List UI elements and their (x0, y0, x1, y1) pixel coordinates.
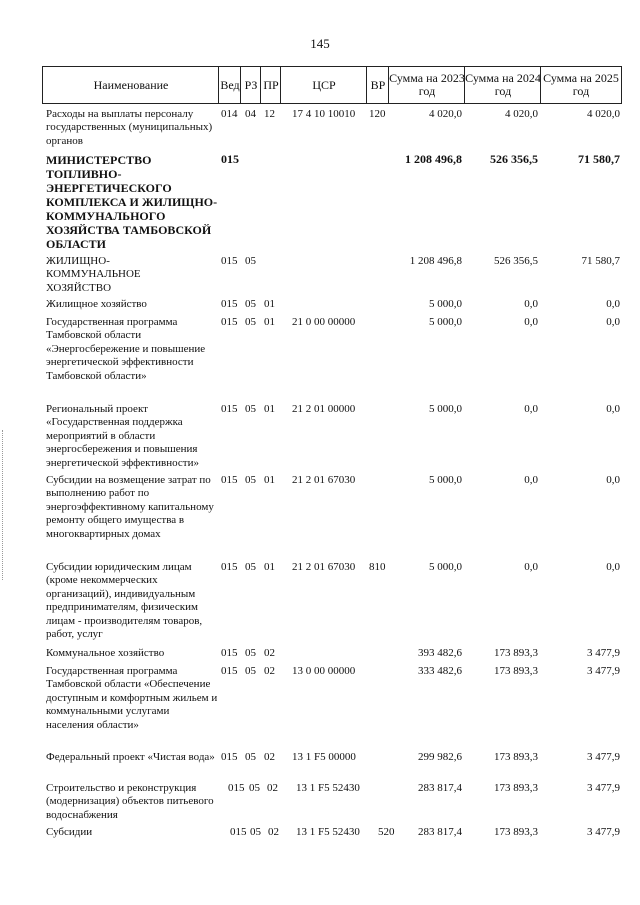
row-ved: 015 (228, 782, 245, 794)
row-sum-2023: 1 208 496,8 (405, 152, 462, 166)
row-sum-2025: 71 580,7 (578, 152, 620, 166)
row-ved: 015 (221, 403, 238, 415)
header-name: Наименование (42, 66, 219, 104)
row-pr: 02 (264, 751, 275, 763)
row-sum-2025: 4 020,0 (587, 108, 620, 120)
row-name: МИНИСТЕРСТВО ТОПЛИВНО-ЭНЕРГЕТИЧЕСКОГО КОМПЛЕКСА И ЖИЛИЩНО-КОММУНАЛЬНОГО ХОЗЯЙСТВА ТАМБОВСКОЙ ОБЛАСТИ (46, 153, 218, 251)
row-name: Федеральный проект «Чистая вода» (46, 751, 215, 763)
row-pr: 01 (264, 316, 275, 328)
row-rz: 05 (245, 647, 256, 659)
row-name: Региональный проект «Государственная поддержка мероприятий в области энергосбережения и повышения энергетической эффективности» (46, 403, 199, 469)
row-pr: 01 (264, 474, 275, 486)
row-sum-2025: 3 477,9 (587, 782, 620, 794)
row-sum-2024: 173 893,3 (494, 665, 538, 677)
row-sum-2025: 3 477,9 (587, 647, 620, 659)
row-sum-2023: 5 000,0 (429, 298, 462, 310)
row-name: Расходы на выплаты персоналу государственных (муниципальных) органов (46, 108, 213, 147)
row-sum-2024: 526 356,5 (494, 255, 538, 267)
row-csr: 21 2 01 67030 (292, 561, 356, 573)
row-sum-2023: 283 817,4 (418, 826, 462, 838)
row-rz: 05 (245, 665, 256, 677)
row-vr: 810 (369, 561, 386, 573)
row-sum-2023: 5 000,0 (429, 474, 462, 486)
row-rz: 05 (245, 474, 256, 486)
row-name: ЖИЛИЩНО-КОММУНАЛЬНОЕ ХОЗЯЙСТВО (46, 255, 141, 294)
row-sum-2023: 5 000,0 (429, 316, 462, 328)
row-rz: 05 (245, 561, 256, 573)
row-sum-2025: 0,0 (606, 403, 620, 415)
row-ved: 015 (221, 561, 238, 573)
header-sum-2025: Сумма на 2025 год (540, 66, 622, 104)
row-csr: 13 0 00 00000 (292, 665, 356, 677)
row-rz: 05 (245, 751, 256, 763)
row-sum-2023: 283 817,4 (418, 782, 462, 794)
row-rz: 05 (249, 782, 260, 794)
header-csr: ЦСР (280, 66, 367, 104)
row-sum-2025: 0,0 (606, 561, 620, 573)
page-number: 145 (310, 36, 330, 51)
row-ved: 015 (221, 316, 238, 328)
row-sum-2025: 3 477,9 (587, 751, 620, 763)
row-sum-2025: 71 580,7 (581, 255, 620, 267)
row-name: Государственная программа Тамбовской области «Энергосбережение и повышение энергетической эффективности Тамбовской области» (46, 316, 206, 382)
row-sum-2024: 173 893,3 (494, 647, 538, 659)
header-pr: ПР (260, 66, 281, 104)
row-csr: 13 1 F5 00000 (292, 751, 356, 763)
row-sum-2024: 0,0 (524, 561, 538, 573)
row-ved: 015 (221, 647, 238, 659)
row-sum-2023: 1 208 496,8 (409, 255, 462, 267)
row-sum-2024: 4 020,0 (505, 108, 538, 120)
row-pr: 02 (264, 647, 275, 659)
row-sum-2025: 0,0 (606, 298, 620, 310)
row-ved: 015 (221, 298, 238, 310)
header-ved: Вед (218, 66, 241, 104)
row-ved: 014 (221, 108, 238, 120)
row-pr: 01 (264, 298, 275, 310)
row-name: Субсидии на возмещение затрат по выполнению работ по энергоэффективному капитальному ремонту общего имущества в многоквартирных домах (46, 474, 214, 540)
row-csr: 21 2 01 67030 (292, 474, 356, 486)
row-sum-2023: 393 482,6 (418, 647, 462, 659)
row-name: Строительство и реконструкция (модернизация) объектов питьевого водоснабжения (46, 782, 214, 821)
row-rz: 05 (245, 403, 256, 415)
row-sum-2024: 0,0 (524, 474, 538, 486)
row-sum-2024: 0,0 (524, 316, 538, 328)
row-csr: 13 1 F5 52430 (296, 782, 360, 794)
scan-edge-mark (2, 430, 7, 580)
row-csr: 21 0 00 00000 (292, 316, 356, 328)
row-sum-2023: 5 000,0 (429, 403, 462, 415)
row-name: Жилищное хозяйство (46, 298, 147, 310)
row-vr: 520 (378, 826, 395, 838)
row-csr: 13 1 F5 52430 (296, 826, 360, 838)
row-csr: 17 4 10 10010 (292, 108, 356, 120)
row-sum-2025: 0,0 (606, 474, 620, 486)
header-sum-2023: Сумма на 2023 год (388, 66, 465, 104)
row-name: Субсидии (46, 826, 93, 838)
row-sum-2025: 0,0 (606, 316, 620, 328)
row-rz: 04 (245, 108, 256, 120)
row-pr: 02 (264, 665, 275, 677)
row-rz: 05 (245, 298, 256, 310)
row-sum-2025: 3 477,9 (587, 826, 620, 838)
row-name: Коммунальное хозяйство (46, 647, 165, 659)
row-pr: 02 (267, 782, 278, 794)
row-pr: 12 (264, 108, 275, 120)
header-vr: ВР (366, 66, 389, 104)
row-ved: 015 (221, 665, 238, 677)
row-csr: 21 2 01 00000 (292, 403, 356, 415)
row-name: Государственная программа Тамбовской области «Обеспечение доступным и комфортным жильем и коммунальными услугами населения области» (46, 665, 218, 731)
row-ved: 015 (221, 474, 238, 486)
row-pr: 01 (264, 403, 275, 415)
row-sum-2024: 0,0 (524, 298, 538, 310)
row-sum-2024: 173 893,3 (494, 826, 538, 838)
row-ved: 015 (221, 152, 239, 166)
row-rz: 05 (245, 316, 256, 328)
row-ved: 015 (230, 826, 247, 838)
row-rz: 05 (245, 255, 256, 267)
row-sum-2024: 173 893,3 (494, 751, 538, 763)
row-sum-2023: 5 000,0 (429, 561, 462, 573)
row-ved: 015 (221, 255, 238, 267)
row-sum-2023: 299 982,6 (418, 751, 462, 763)
row-sum-2024: 0,0 (524, 403, 538, 415)
row-sum-2024: 173 893,3 (494, 782, 538, 794)
row-rz: 05 (250, 826, 261, 838)
row-sum-2024: 526 356,5 (490, 152, 538, 166)
row-name: Субсидии юридическим лицам (кроме некоммерческих организаций), индивидуальным предпринимателям, физическим лицам - производителям товаров, работ, услуг (46, 561, 203, 641)
row-ved: 015 (221, 751, 238, 763)
header-rz: РЗ (240, 66, 261, 104)
row-sum-2023: 333 482,6 (418, 665, 462, 677)
row-sum-2025: 3 477,9 (587, 665, 620, 677)
row-sum-2023: 4 020,0 (429, 108, 462, 120)
header-sum-2024: Сумма на 2024 год (464, 66, 541, 104)
row-pr: 01 (264, 561, 275, 573)
row-vr: 120 (369, 108, 386, 120)
table-header (42, 66, 620, 102)
row-pr: 02 (268, 826, 279, 838)
